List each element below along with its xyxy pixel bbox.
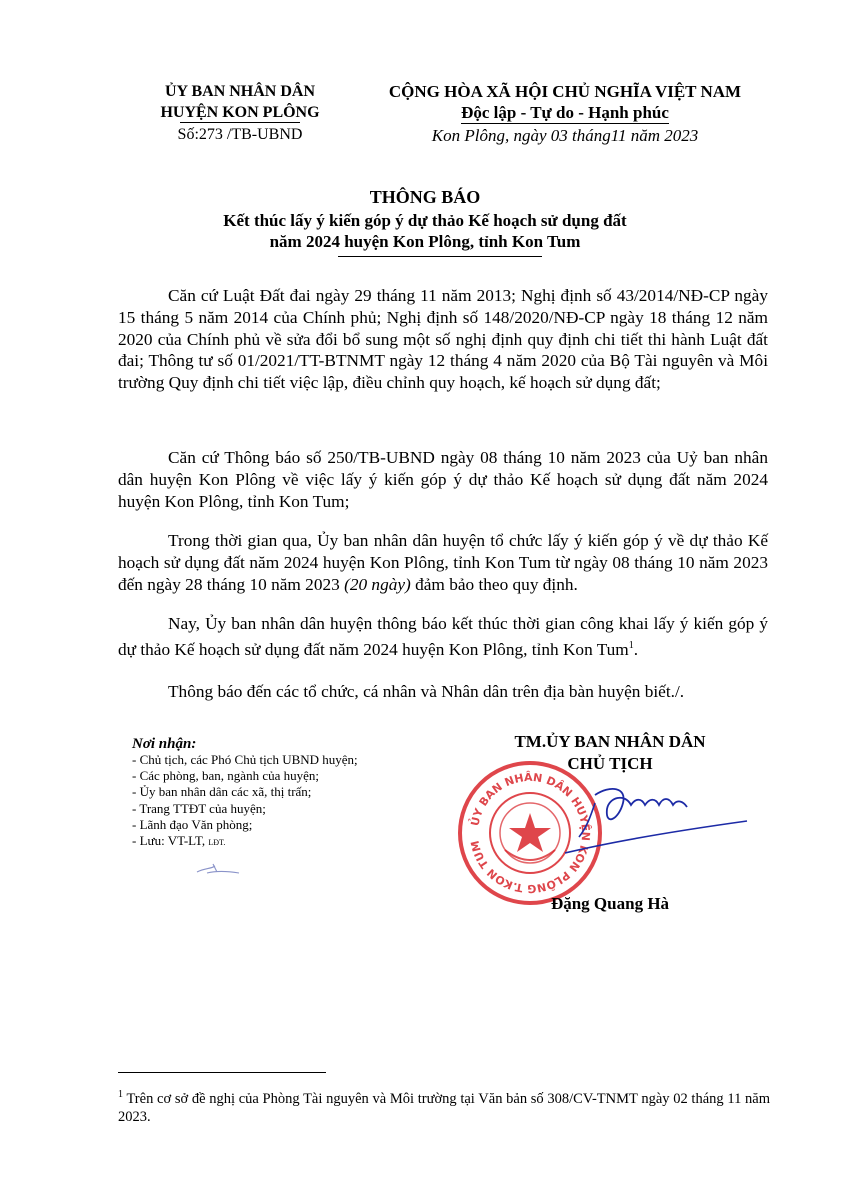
signer-name: Đặng Quang Hà [550, 894, 670, 913]
p3-main-text: Trong thời gian qua, Ủy ban nhân dân huyện tổ chức lấy ý kiến góp ý về dự thảo Kế hoạch sử dụng đất năm 2024 huyện Kon Plông, tỉnh Kon Tum từ ngày 08 tháng 10 năm 2023 đến ngày 28 tháng 10 năm 2023 [118, 531, 768, 594]
national-motto-text: Độc lập - Tự do - Hạnh phúc [461, 103, 669, 122]
document-number: Số:273 /TB-UBND [177, 126, 303, 143]
org-divider [180, 122, 300, 123]
place-date: Kon Plông, ngày 03 tháng11 năm 2023 [431, 126, 699, 145]
paragraph-announcement [118, 613, 768, 660]
p4-text: Nay, Ủy ban nhân dân huyện thông báo kết thúc thời gian công khai lấy ý kiến góp ý dự thảo Kế hoạch sử dụng đất năm 2024 huyện Kon Plông, tỉnh Kon Tum [118, 614, 768, 659]
recipient-item: - Ủy ban nhân dân các xã, thị trấn; [132, 784, 312, 800]
paragraph-closing: Thông báo đến các tổ chức, cá nhân và Nhân dân trên địa bàn huyện biết./. [168, 682, 685, 701]
footnote [118, 1086, 770, 1126]
archive-initials: LĐT. [208, 838, 226, 848]
paragraph-process [118, 530, 768, 595]
signature-authority: TM.ỦY BAN NHÂN DÂN [514, 732, 706, 751]
org-name-line1: ỦY BAN NHÂN DÂN [164, 83, 316, 100]
paragraph-legal-basis-2: Căn cứ Thông báo số 250/TB-UBND ngày 08 tháng 10 năm 2023 của Uỷ ban nhân dân huyện Kon Plông về việc lấy ý kiến góp ý dự thảo Kế hoạch sử dụng đất năm 2024 huyện Kon Plông, tỉnh Kon Tum; [118, 448, 768, 511]
seal-text: ỦY BAN NHÂN DÂN HUYỆN KON PLÔNG T.KON TUM [468, 770, 593, 896]
footnote-divider [118, 1072, 326, 1073]
footnote-ref: 1 [628, 639, 634, 651]
recipients-title: Nơi nhận: [132, 736, 197, 752]
recipient-item: - Lãnh đạo Văn phòng; [132, 816, 253, 832]
paragraph-legal-basis-1: Căn cứ Luật Đất đai ngày 29 tháng 11 năm 2013; Nghị định số 43/2014/NĐ-CP ngày 15 tháng 5 năm 2014 của Chính phủ; Nghị định số 148/2020/NĐ-CP ngày 18 tháng 12 năm 2020 của Chính phủ về sửa đổi bổ sung một số nghị định quy định chi tiết thi hành Luật đất đai; Thông tư số 01/2021/TT-BTNMT ngày 12 tháng 4 năm 2020 của Bộ Tài nguyên và Môi trường Quy định chi tiết việc lập, điều chỉnh quy hoạch, kế hoạch sử dụng đất; [118, 286, 768, 393]
recipient-item: - Các phòng, ban, ngành của huyện; [132, 768, 320, 784]
p4-end: . [633, 639, 639, 659]
org-name-line2: HUYỆN KON PLÔNG [160, 104, 320, 121]
p3-end-text: đảm bảo theo quy định. [415, 574, 578, 594]
footnote-mark: 1 [118, 1089, 123, 1100]
footnote-text: Trên cơ sở đề nghị của Phòng Tài nguyên và Môi trường tại Văn bản số 308/CV-TNMT ngày 02 tháng 11 năm 2023. [118, 1090, 770, 1125]
national-motto [360, 103, 770, 123]
initials-scribble-icon [193, 860, 243, 878]
title-divider [338, 256, 542, 257]
recipients-list [132, 752, 358, 851]
recipient-item: - Trang TTĐT của huyện; [132, 800, 266, 816]
recipient-item-archive [132, 833, 358, 851]
nation-name: CỘNG HÒA XÃ HỘI CHỦ NGHĨA VIỆT NAM [388, 82, 742, 101]
p3-duration: (20 ngày) [344, 574, 411, 594]
recipient-item: - Chủ tịch, các Phó Chủ tịch UBND huyện; [132, 752, 358, 767]
document-subtitle-line2: năm 2024 huyện Kon Plông, tỉnh Kon Tum [269, 232, 581, 251]
handwritten-signature-icon [565, 775, 750, 860]
signature-title: CHỦ TỊCH [567, 754, 653, 773]
document-title: THÔNG BÁO [369, 187, 481, 207]
archive-text: - Lưu: VT-LT, [132, 833, 206, 849]
document-subtitle-line1: Kết thúc lấy ý kiến góp ý dự thảo Kế hoạch sử dụng đất [223, 211, 627, 230]
